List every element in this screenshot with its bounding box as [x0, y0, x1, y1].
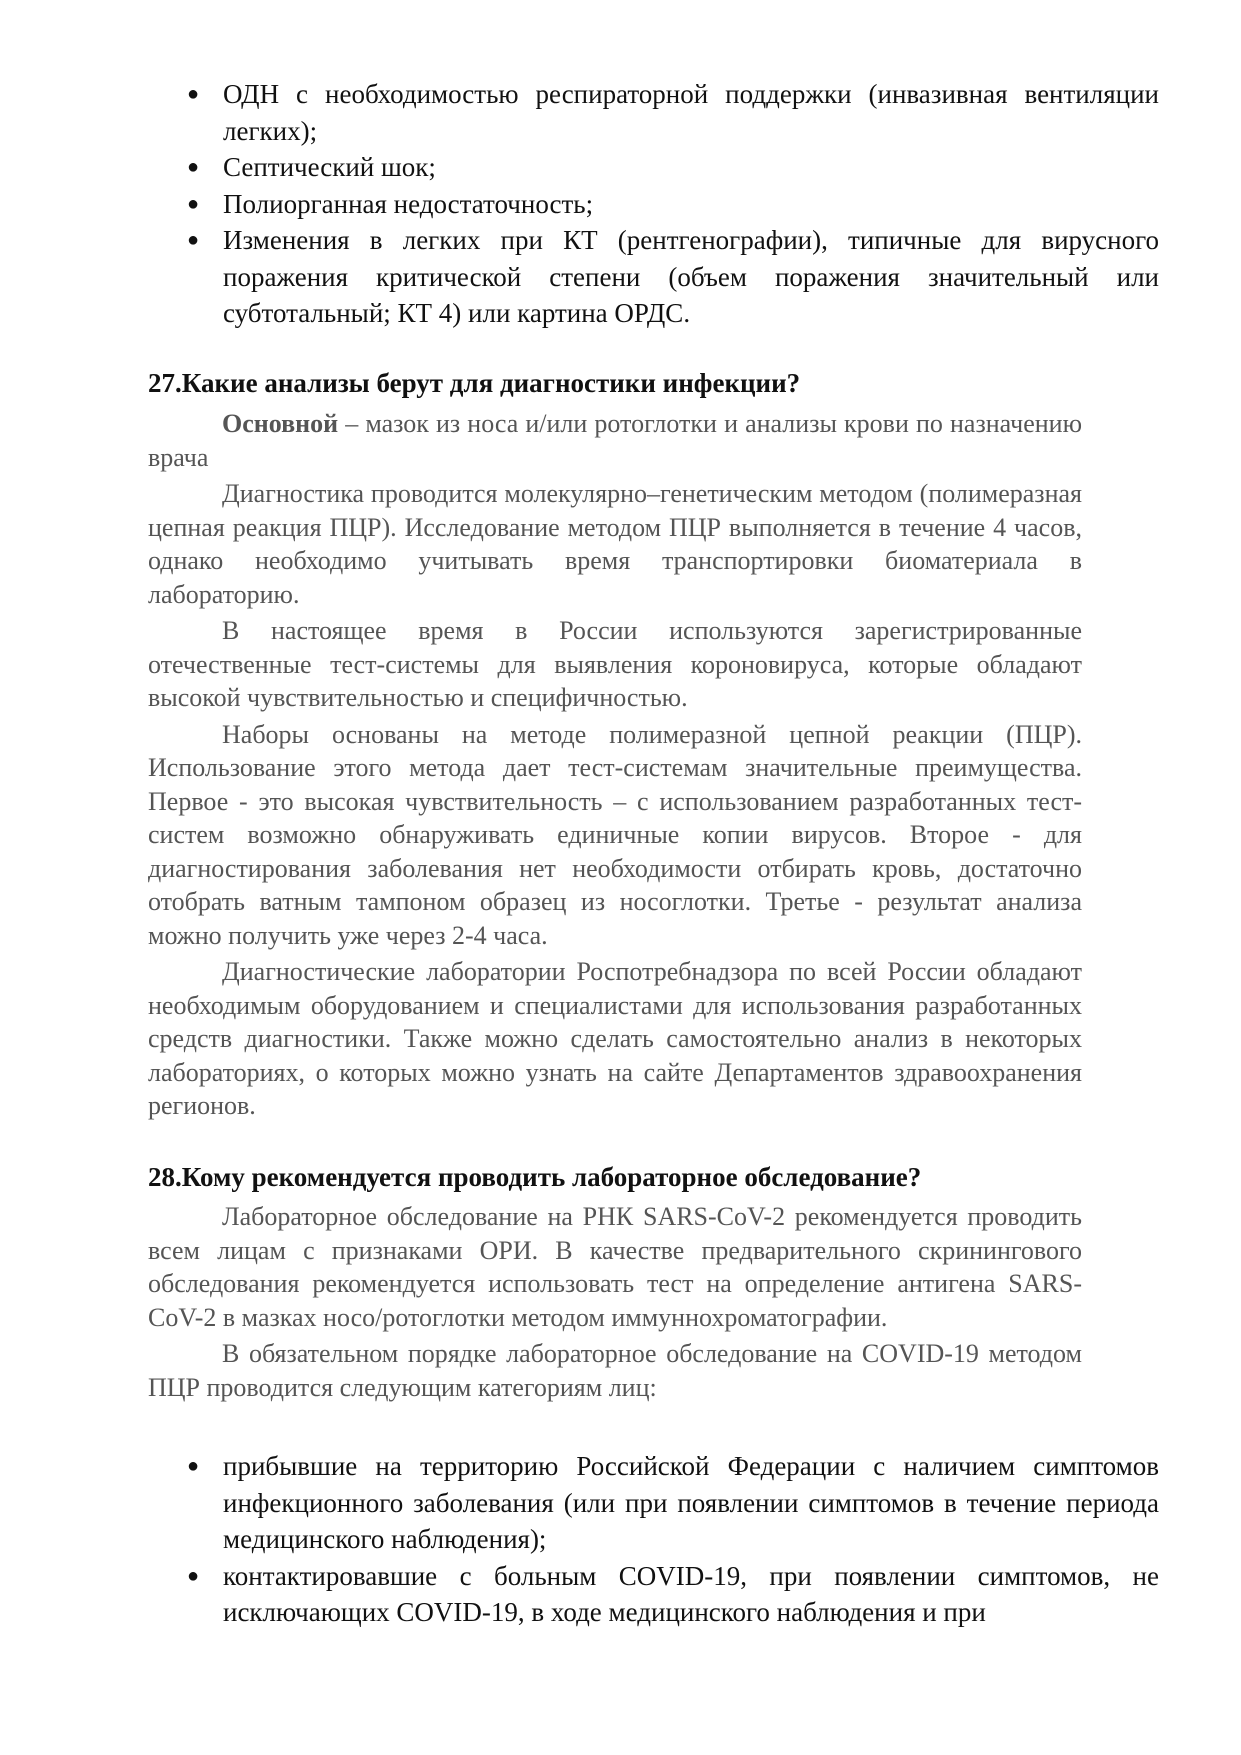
bullet-icon: ●	[187, 83, 200, 105]
categories-list	[147, 1448, 1159, 1631]
list-item	[147, 1558, 1159, 1631]
list-item	[147, 149, 1159, 186]
question-28-answer	[148, 1200, 1082, 1407]
paragraph: Наборы основаны на методе полимеразной цепной реакции (ПЦР). Использование этого метода дает тест-системам значительные преимущества. Первое - это высокая чувствительность – с использованием разработанных тест-систем возможно обнаруживать единичные копии вирусов. Второе - для диагностирования заболевания нет необходимости отбирать кровь, достаточно отобрать ватным тампоном образец из носоглотки. Третье - результат анализа можно получить уже через 2-4 часа.	[148, 719, 1082, 950]
paragraph: Лабораторное обследование на РНК SARS-CoV-2 рекомендуется проводить всем лицам с признаками ОРИ. В качестве предварительного скринингового обследования рекомендуется использовать тест на определение антигена SARS-CoV-2 в мазках носо/ротоглотки методом иммуннохроматографии.	[148, 1202, 1082, 1332]
list-item	[147, 1448, 1159, 1558]
paragraph-text: – мазок из носа и/или ротоглотки и анализы крови по назначению врача	[148, 409, 1082, 472]
list-item-text: прибывшие на территорию Российской Федерации с наличием симптомов инфекционного заболевания (или при появлении симптомов в течение периода медицинского наблюдения);	[223, 1451, 1159, 1554]
bullet-icon: ●	[187, 156, 200, 178]
list-item-text: Изменения в легких при КТ (рентгенографии), типичные для вирусного поражения критической степени (объем поражения значительный или субтотальный; КТ 4) или картина ОРДС.	[223, 225, 1159, 328]
question-27-heading: 27.Какие анализы берут для диагностики инфекции?	[148, 368, 801, 398]
paragraph: В обязательном порядке лабораторное обследование на COVID-19 методом ПЦР проводится следующим категориям лиц:	[148, 1339, 1082, 1402]
paragraph: Диагностика проводится молекулярно–генетическим методом (полимеразная цепная реакция ПЦР). Исследование методом ПЦР выполняется в течение 4 часов, однако необходимо учитывать время транспортировки биоматериала в лабораторию.	[148, 479, 1082, 609]
bold-term: Основной	[222, 409, 339, 438]
paragraph: В настоящее время в России используются зарегистрированные отечественные тест-системы для выявления короновируса, которые обладают высокой чувствительностью и специфичностью.	[148, 616, 1082, 712]
bullet-icon: ●	[187, 192, 200, 215]
criteria-list	[147, 76, 1159, 332]
bullet-icon: ●	[187, 229, 200, 251]
paragraph: Диагностические лаборатории Роспотребнадзора по всей России обладают необходимым оборудованием и специалистами для использования разработанных средств диагностики. Также можно сделать самостоятельно анализ в некоторых лабораториях, о которых можно узнать на сайте Департаментов здравоохранения регионов.	[148, 957, 1082, 1120]
list-item	[147, 186, 1159, 223]
bullet-icon: ●	[187, 1564, 200, 1587]
list-item-text: Полиорганная недостаточность;	[223, 188, 594, 219]
question-27-answer	[148, 407, 1082, 1126]
paragraph	[148, 407, 1082, 474]
list-item-text: Септический шок;	[223, 152, 436, 182]
list-item	[147, 76, 1159, 149]
bullet-icon: ●	[187, 1455, 200, 1477]
list-item-text: контактировавшие с больным COVID-19, при появлении симптомов, не исключающих COVID-19, в ходе медицинского наблюдения и при	[223, 1560, 1159, 1627]
list-item	[147, 222, 1159, 332]
question-28-heading: 28.Кому рекомендуется проводить лабораторное обследование?	[148, 1162, 922, 1192]
list-item-text: ОДН с необходимостью респираторной поддержки (инвазивная вентиляции легких);	[223, 79, 1159, 146]
